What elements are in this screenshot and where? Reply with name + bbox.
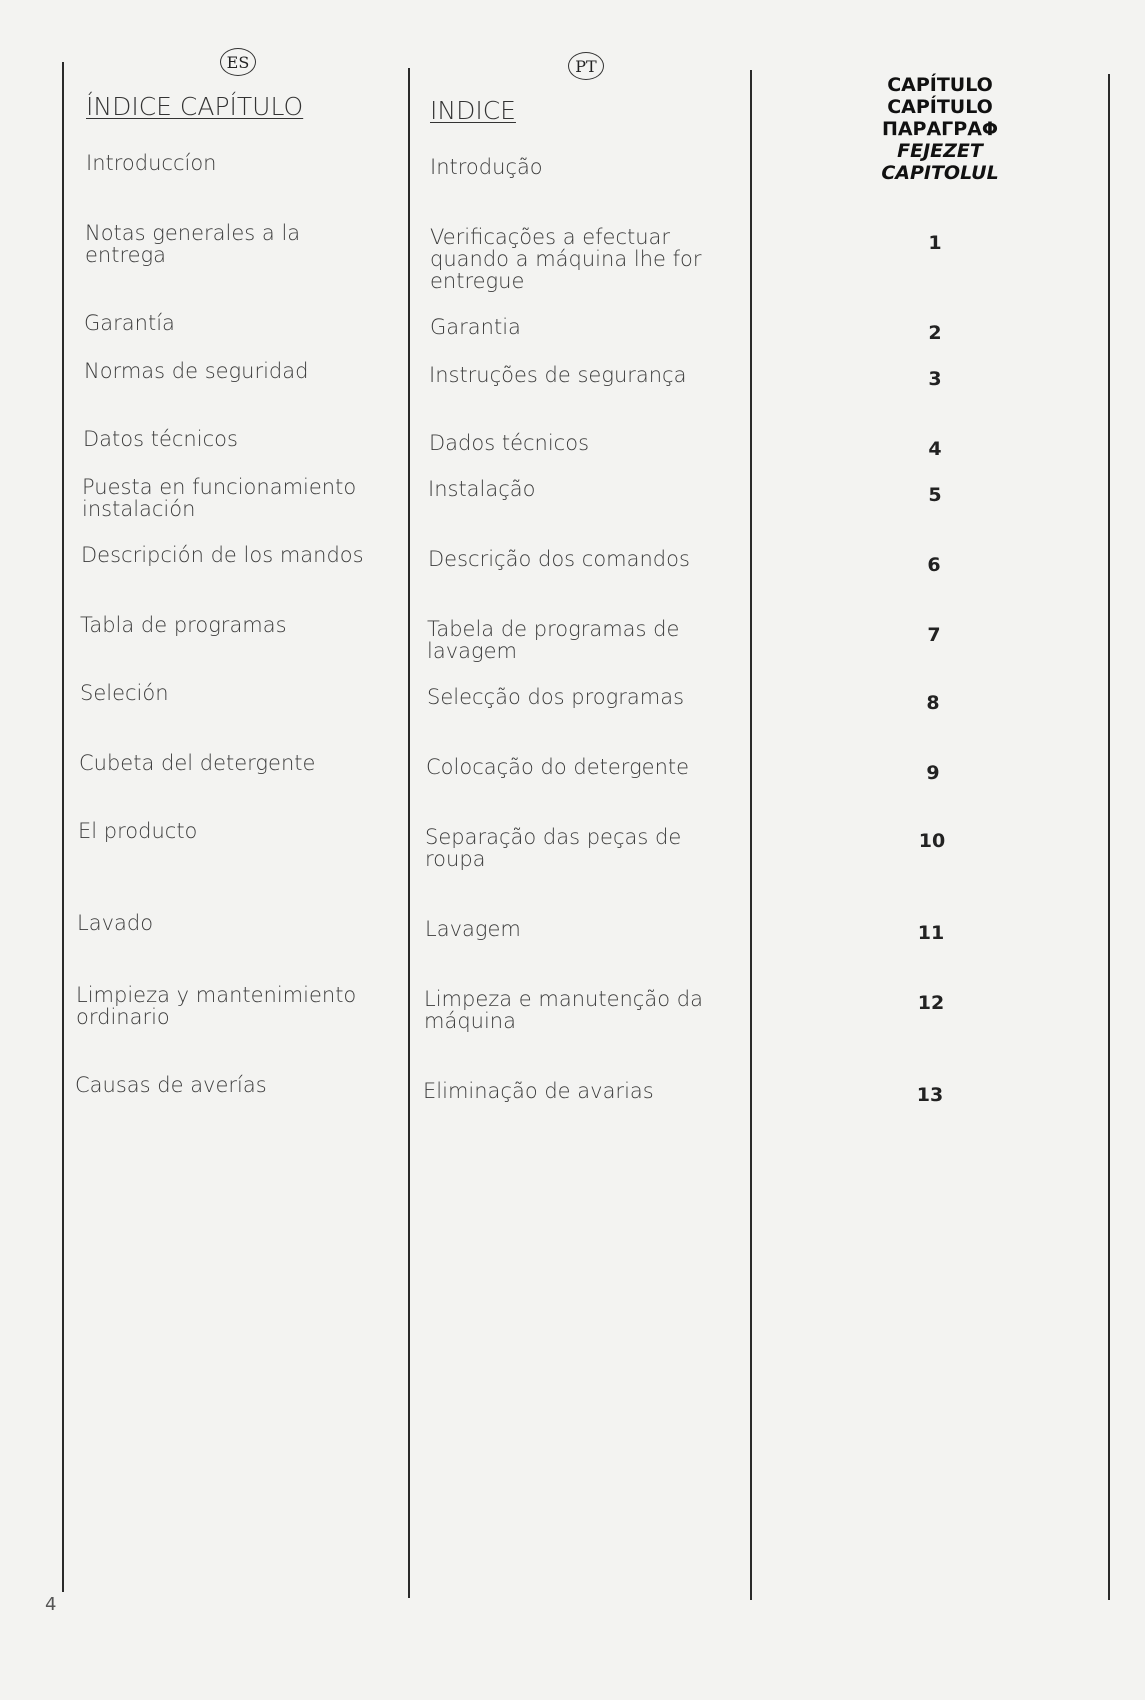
es-entry: Notas generales a la entrega	[85, 221, 301, 267]
es-index-heading: ÍNDICE CAPÍTULO	[86, 92, 304, 121]
es-entry: Causas de averías	[75, 1073, 267, 1097]
pt-entry: Limpeza e manutenção da máquina	[424, 987, 703, 1033]
chapter-number: 3	[928, 368, 942, 390]
pt-entry: Garantia	[430, 315, 521, 339]
chapter-number: 12	[917, 992, 945, 1014]
es-language-badge: ES	[220, 48, 256, 76]
column-rule-right	[1108, 74, 1110, 1600]
pt-entry: Introdução	[430, 155, 543, 179]
es-entry: Datos técnicos	[83, 427, 238, 451]
chapter-number: 8	[926, 692, 940, 714]
chapter-number: 10	[918, 830, 946, 852]
es-entry: Introduccíon	[86, 151, 217, 175]
chapter-number: 7	[927, 624, 941, 646]
es-entry: Limpieza y mantenimiento ordinario	[76, 983, 357, 1029]
column-rule-middle-left	[408, 68, 410, 1598]
pt-entry: Dados técnicos	[429, 431, 590, 455]
column-rule-middle-right	[750, 70, 752, 1600]
chapter-number: 9	[926, 762, 940, 784]
pt-entry: Instruções de segurança	[429, 363, 687, 387]
es-entry: Seleción	[80, 681, 169, 705]
pt-entry: Colocação do detergente	[426, 755, 690, 779]
pt-entry: Lavagem	[425, 917, 521, 941]
pt-entry: Selecção dos programas	[427, 685, 685, 709]
es-entry: Normas de seguridad	[84, 359, 309, 383]
chapter-number: 5	[928, 484, 942, 506]
chapter-header-line: CAPÍTULO	[887, 96, 993, 118]
pt-entry: Instalação	[428, 477, 536, 501]
es-entry: Lavado	[77, 911, 154, 935]
chapter-header-line: FEJEZET	[897, 140, 983, 162]
column-rule-left	[62, 62, 64, 1592]
pt-entry: Descrição dos comandos	[428, 547, 690, 571]
chapter-number: 2	[928, 322, 942, 344]
page-number: 4	[45, 1594, 57, 1615]
chapter-number: 1	[928, 232, 942, 254]
es-entry: Descripción de los mandos	[81, 543, 364, 567]
chapter-number: 4	[928, 438, 942, 460]
pt-language-badge: PT	[568, 52, 604, 80]
pt-entry: Tabela de programas de lavagem	[427, 617, 680, 663]
es-entry: Garantía	[84, 311, 175, 335]
es-entry: Tabla de programas	[80, 613, 287, 637]
chapter-header-line: ΠΑΡΑΓΡΑΦ	[881, 118, 999, 140]
pt-entry: Eliminação de avarias	[423, 1079, 654, 1103]
chapter-number: 13	[916, 1084, 944, 1106]
chapter-number: 11	[917, 922, 945, 944]
chapter-header-line: CAPÍTULO	[887, 74, 993, 96]
chapter-column-header	[855, 74, 1025, 184]
es-entry: Cubeta del detergente	[79, 751, 316, 775]
pt-index-heading: INDICE	[430, 96, 516, 125]
es-entry: El producto	[78, 819, 198, 843]
pt-entry: Separação das peças de roupa	[425, 825, 682, 871]
chapter-header-line: CAPITOLUL	[881, 162, 999, 184]
es-entry: Puesta en funcionamiento instalación	[82, 475, 357, 521]
pt-entry: Verificações a efectuar quando a máquina lhe for entregue	[430, 225, 702, 293]
chapter-number: 6	[927, 554, 941, 576]
